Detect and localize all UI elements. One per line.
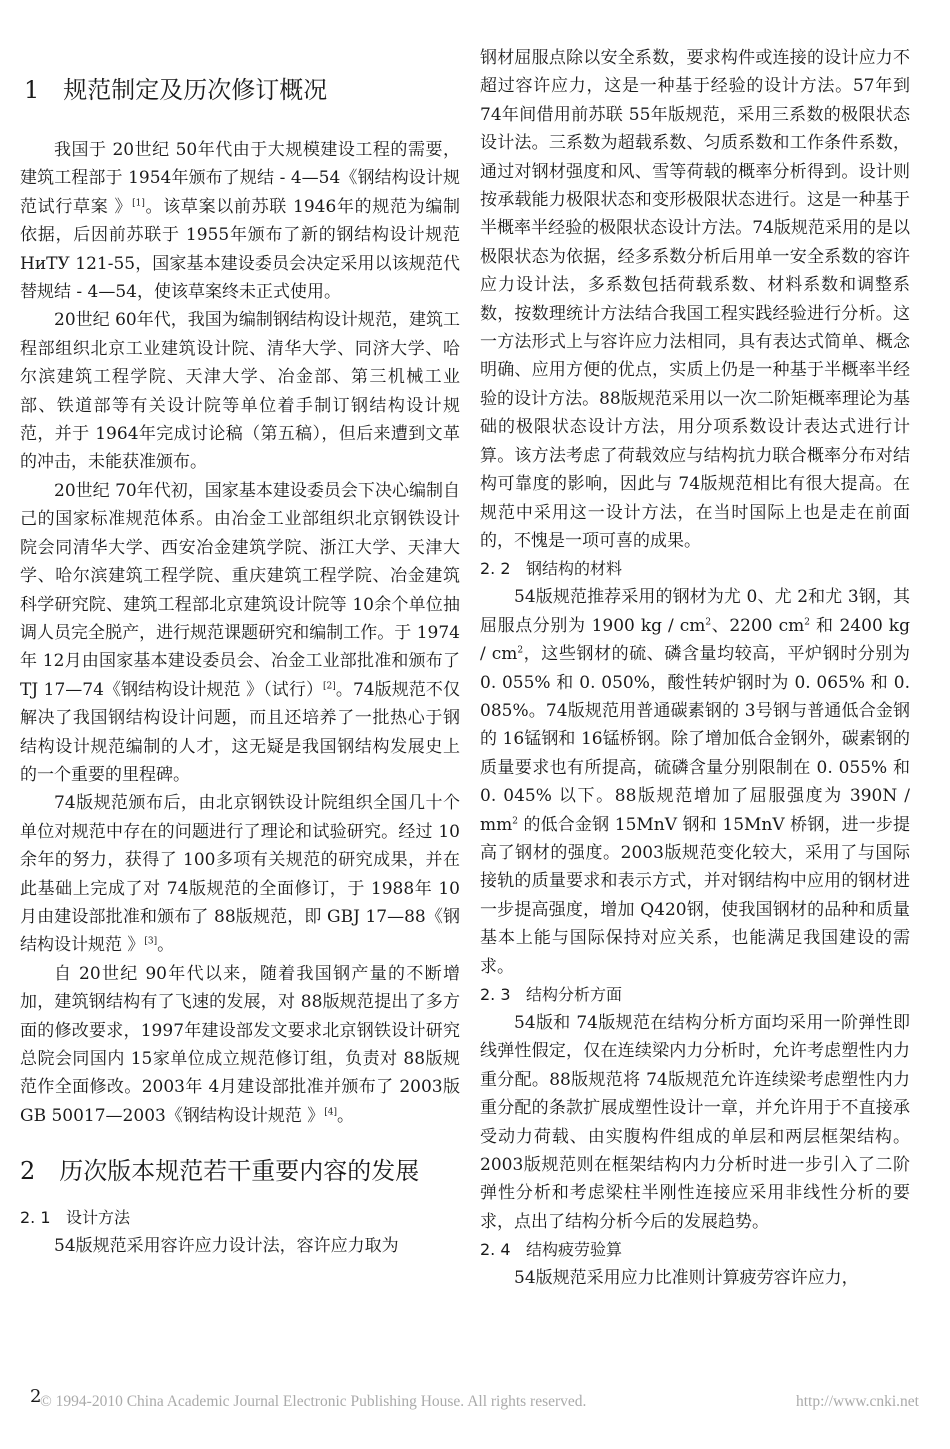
paragraph: 自 20世纪 90年代以来，随着我国钢产量的不断增加，建筑钢结构有了飞速的发展，对 88版规范提出了多方面的修改要求，1997年建设部发文要求北京钢铁设计研究总院会同国内 15家单位成立规范修订组，负责对 88版规范作全面修改。2003年 4月建设部批准并颁布了 2003版 GB 50017—2003《钢结构设计规范 》[4]。 [20, 963, 460, 1126]
paragraph: 20世纪 60年代，我国为编制钢结构设计规范，建筑工程部组织北京工业建筑设计院、清华大学、同济大学、哈尔滨建筑工程学院、天津大学、冶金部、第三机械工业部、铁道部等有关设计院等单位着手制订钢结构设计规范，并于 1964年完成讨论稿（第五稿），但后来遭到文革的冲击，未能获准颁布。 [20, 310, 460, 473]
section-2-heading: 2 历次版本规范若干重要内容的发展 [20, 1157, 420, 1186]
subsection-2-3-heading: 2. 3 结构分析方面 [480, 985, 623, 1004]
paragraph: 54版规范推荐采用的钢材为尤 0、尤 2和尤 3钢，其屈服点分别为 1900 kg / $cm^2$、2200 $cm^2$ 和 2400 kg / $cm^2$，这些钢材的硫、磷含量均较高，平炉钢时分别为 0. 055% 和 0. 050%，酸性转炉钢时为 0. 065% 和 0. 085%。74版规范用普通碳素钢的 3号钢与普通低合金钢的 16锰钢和 16锰桥钢。除了增加低合金钢外，碳素钢的质量要求也有所提高，硫磷含量分别限制在 0. 055% 和 0. 045% 以下。88版规范增加了屈服强度为 $390N / mm^2$ 的低合金钢 15MnV 钢和 15MnV 桥钢，进一步提高了钢材的强度。2003版规范变化较大，采用了与国际接轨的质量要求和表示方式，并对钢结构中应用的钢材进一步提高强度，增加 Q420钢，使我国钢材的品种和质量基本上能与国际保持对应关系，也能满足我国建设的需求。 [480, 587, 910, 977]
page-number: 2 [30, 1386, 42, 1407]
paragraph: 20世纪 70年代初，国家基本建设委员会下决心编制自己的国家标准规范体系。由冶金工业部组织北京钢铁设计院会同清华大学、西安冶金建筑学院、浙江大学、天津大学、哈尔滨建筑工程学院、重庆建筑工程学院、冶金建筑科学研究院、建筑工程部北京建筑设计院等 10余个单位抽调人员完全脱产，进行规范课题研究和编制工作。于 1974年 12月由国家基本建设委员会、冶金工业部批准和颁布了 TJ 17—74《钢结构设计规范 》（试行）[2]。74版规范不仅解决了我国钢结构设计问题，而且还培养了一批热心于钢结构设计规范编制的人才，这无疑是我国钢结构发展史上的一个重要的里程碑。 [20, 480, 460, 785]
copyright-footer [40, 1393, 940, 1411]
subsection-2-4-heading: 2. 4 结构疲劳验算 [480, 1240, 623, 1260]
paragraph: 我国于 20世纪 50年代由于大规模建设工程的需要，建筑工程部于 1954年颁布了规结 - 4—54《钢结构设计规范试行草案 》[1]。该草案以前苏联 1946年的规范为编制依据，后因前苏联于 1955年颁布了新的钢结构设计规范 НиТУ 121-55，国家基本建设委员会决定采用以该规范代替规结 - 4—54，使该草案终未正式使用。 [20, 140, 460, 303]
left-column [20, 48, 460, 1261]
citation: [4] [324, 1107, 337, 1118]
footer-url: http://www.cnki.net [796, 1393, 919, 1410]
paragraph: 74版规范颁布后，由北京钢铁设计院组织全国几十个单位对规范中存在的问题进行了理论和试验研究。经过 10余年的努力，获得了 100多项有关规范的研究成果，并在此基础上完成了对 74版规范的全面修订，于 1988年 10月由建设部批准和颁布了 88版规范，即 GBJ 17—88《钢结构设计规范 》[3]。 [20, 793, 460, 956]
paragraph: 钢材屈服点除以安全系数，要求构件或连接的设计应力不超过容许应力，这是一种基于经验的设计方法。57年到 74年间借用前苏联 55年版规范，采用三系数的极限状态设计法。三系数为超载系数、匀质系数和工作条件系数，通过对钢材强度和风、雪等荷载的概率分析得到。设计则按承载能力极限状态和变形极限状态进行。这是一种基于半概率半经验的极限状态设计方法。74版规范采用的是以极限状态为依据，经多系数分析后用单一安全系数的容许应力设计法，多系数包括荷载系数、材料系数和调整系数，按数理统计方法结合我国工程实践经验进行分析。这一方法形式上与容许应力法相同，具有表达式简单、概念明确、应用方便的优点，实质上仍是一种基于半概率半经验的设计方法。88版规范采用以一次二阶矩概率理论为基础的极限状态设计方法，用分项系数设计表达式进行计算。该方法考虑了荷载效应与结构抗力联合概率分布对结构可靠度的影响，因此与 74版规范相比有很大提高。在规范中采用这一设计方法，在当时国际上也是走在前面的，不愧是一项可喜的成果。 [480, 48, 910, 551]
subsection-2-1-heading: 2. 1 设计方法 [20, 1208, 131, 1228]
paragraph: 54版和 74版规范在结构分析方面均采用一阶弹性即线弹性假定，仅在连续梁内力分析时，允许考虑塑性内力重分配。88版规范将 74版规范允许连续梁考虑塑性内力重分配的条款扩展成塑性设计一章，并允许用于不直接承受动力荷载、由实腹构件组成的单层和两层框架结构。2003版规范则在框架结构内力分析时进一步引入了二阶弹性分析和考虑梁柱半刚性连接应采用非线性分析的要求，点出了结构分析今后的发展趋势。 [480, 1013, 910, 1232]
paragraph: 54版规范采用容许应力设计法，容许应力取为 [54, 1236, 399, 1257]
citation: [2] [323, 681, 336, 692]
paragraph: 54版规范采用应力比准则计算疲劳容许应力， [514, 1268, 859, 1289]
citation: [1] [132, 198, 145, 209]
section-1-heading: 1 规范制定及历次修订概况 [24, 76, 328, 104]
subsection-2-2-heading: 2. 2 钢结构的材料 [480, 559, 623, 579]
right-column [480, 44, 910, 1293]
copyright-text: © 1994-2010 China Academic Journal Electronic Publishing House. All rights reserved. [40, 1393, 587, 1410]
citation: [3] [144, 936, 158, 947]
